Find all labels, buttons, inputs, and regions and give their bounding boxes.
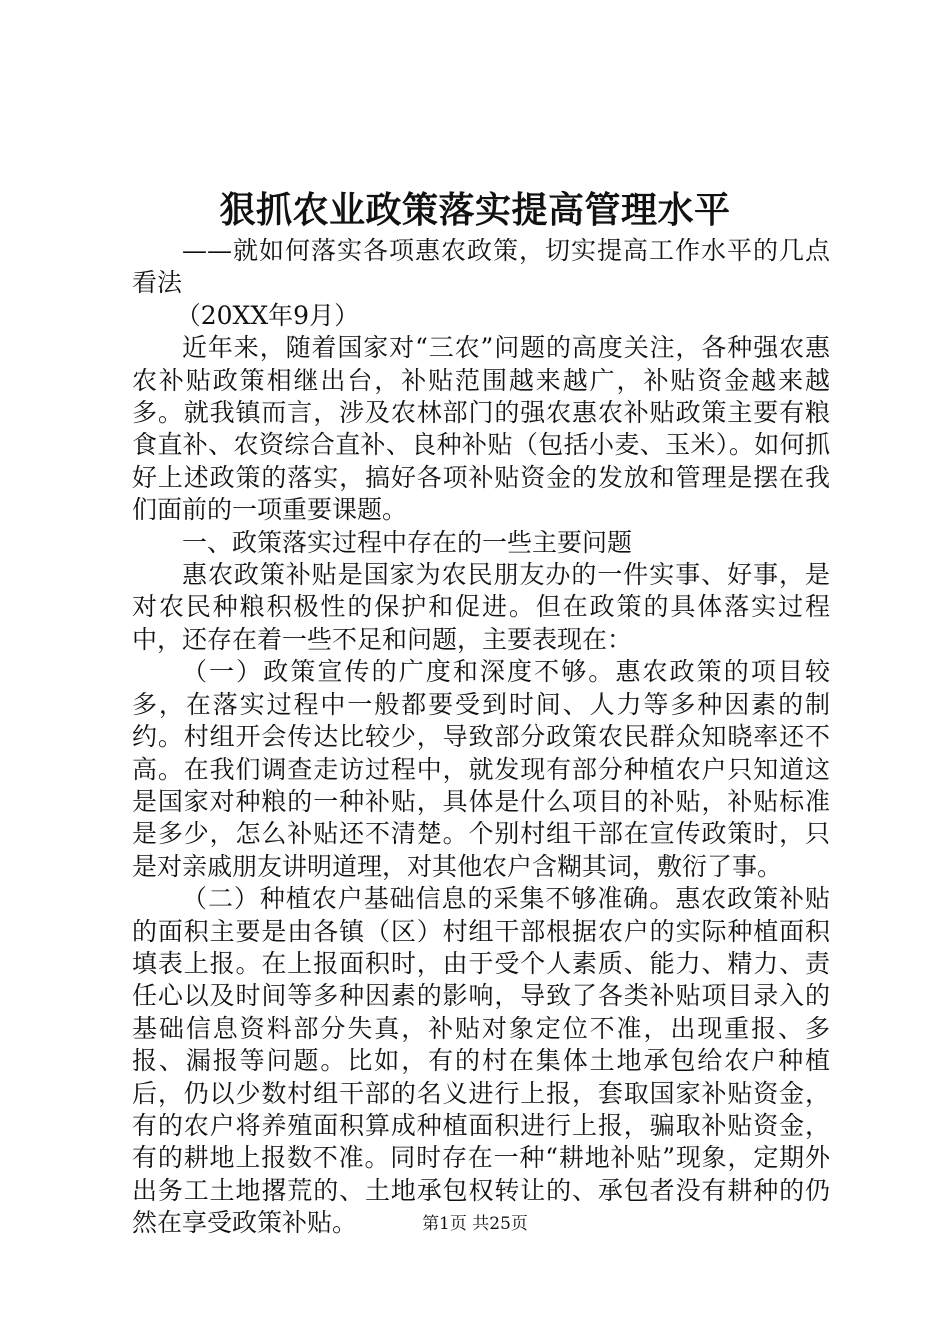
document-title: 狠抓农业政策落实提高管理水平	[219, 189, 731, 231]
body-paragraph: 惠农政策补贴是国家为农民朋友办的一件实事、好事，是对农民种粮积极性的保护和促进。但在政策的具体落实过程中，还存在着一些不足和问题，主要表现在：	[132, 560, 830, 654]
body-paragraph: （二）种植农户基础信息的采集不够准确。惠农政策补贴的面积主要是由各镇（区）村组干部根据农户的实际种植面积填表上报。在上报面积时，由于受个人素质、能力、精力、责任心以及时间等多种因素的影响，导致了各类补贴项目录入的基础信息资料部分失真，补贴对象定位不准，出现重报、多报、漏报等问题。比如，有的村在集体土地承包给农户种植后，仍以少数村组干部的名义进行上报，套取国家补贴资金，有的农户将养殖面积算成种植面积进行上报，骗取补贴资金，有的耕地上报数不准。同时存在一种“耕地补贴”现象，定期外出务工土地撂荒的、土地承包权转让的、承包者没有耕种的仍然在享受政策补贴。	[132, 884, 830, 1238]
section-heading: 一、政策落实过程中存在的一些主要问题	[182, 527, 633, 557]
document-body	[132, 235, 830, 1240]
page-footer: 第1页 共25页	[422, 1214, 528, 1234]
subtitle-paragraph: ——就如何落实各项惠农政策，切实提高工作水平的几点看法	[132, 236, 830, 298]
intro-paragraph: 近年来，随着国家对“三农”问题的高度关注，各种强农惠农补贴政策相继出台，补贴范围越来越广，补贴资金越来越多。就我镇而言，涉及农林部门的强农惠农补贴政策主要有粮食直补、农资综合直补、良种补贴（包括小麦、玉米）。如何抓好上述政策的落实，搞好各项补贴资金的发放和管理是摆在我们面前的一项重要课题。	[132, 333, 830, 525]
body-paragraph: （一）政策宣传的广度和深度不够。惠农政策的项目较多，在落实过程中一般都要受到时间、人力等多种因素的制约。村组开会传达比较少，导致部分政策农民群众知晓率还不高。在我们调查走访过程中，就发现有部分种植农户只知道这是国家对种粮的一种补贴，具体是什么项目的补贴，补贴标准是多少，怎么补贴还不清楚。个别村组干部在宣传政策时，只是对亲戚朋友讲明道理，对其他农户含糊其词，敷衍了事。	[132, 657, 830, 881]
date-paragraph: （20XX年9月）	[175, 300, 360, 330]
